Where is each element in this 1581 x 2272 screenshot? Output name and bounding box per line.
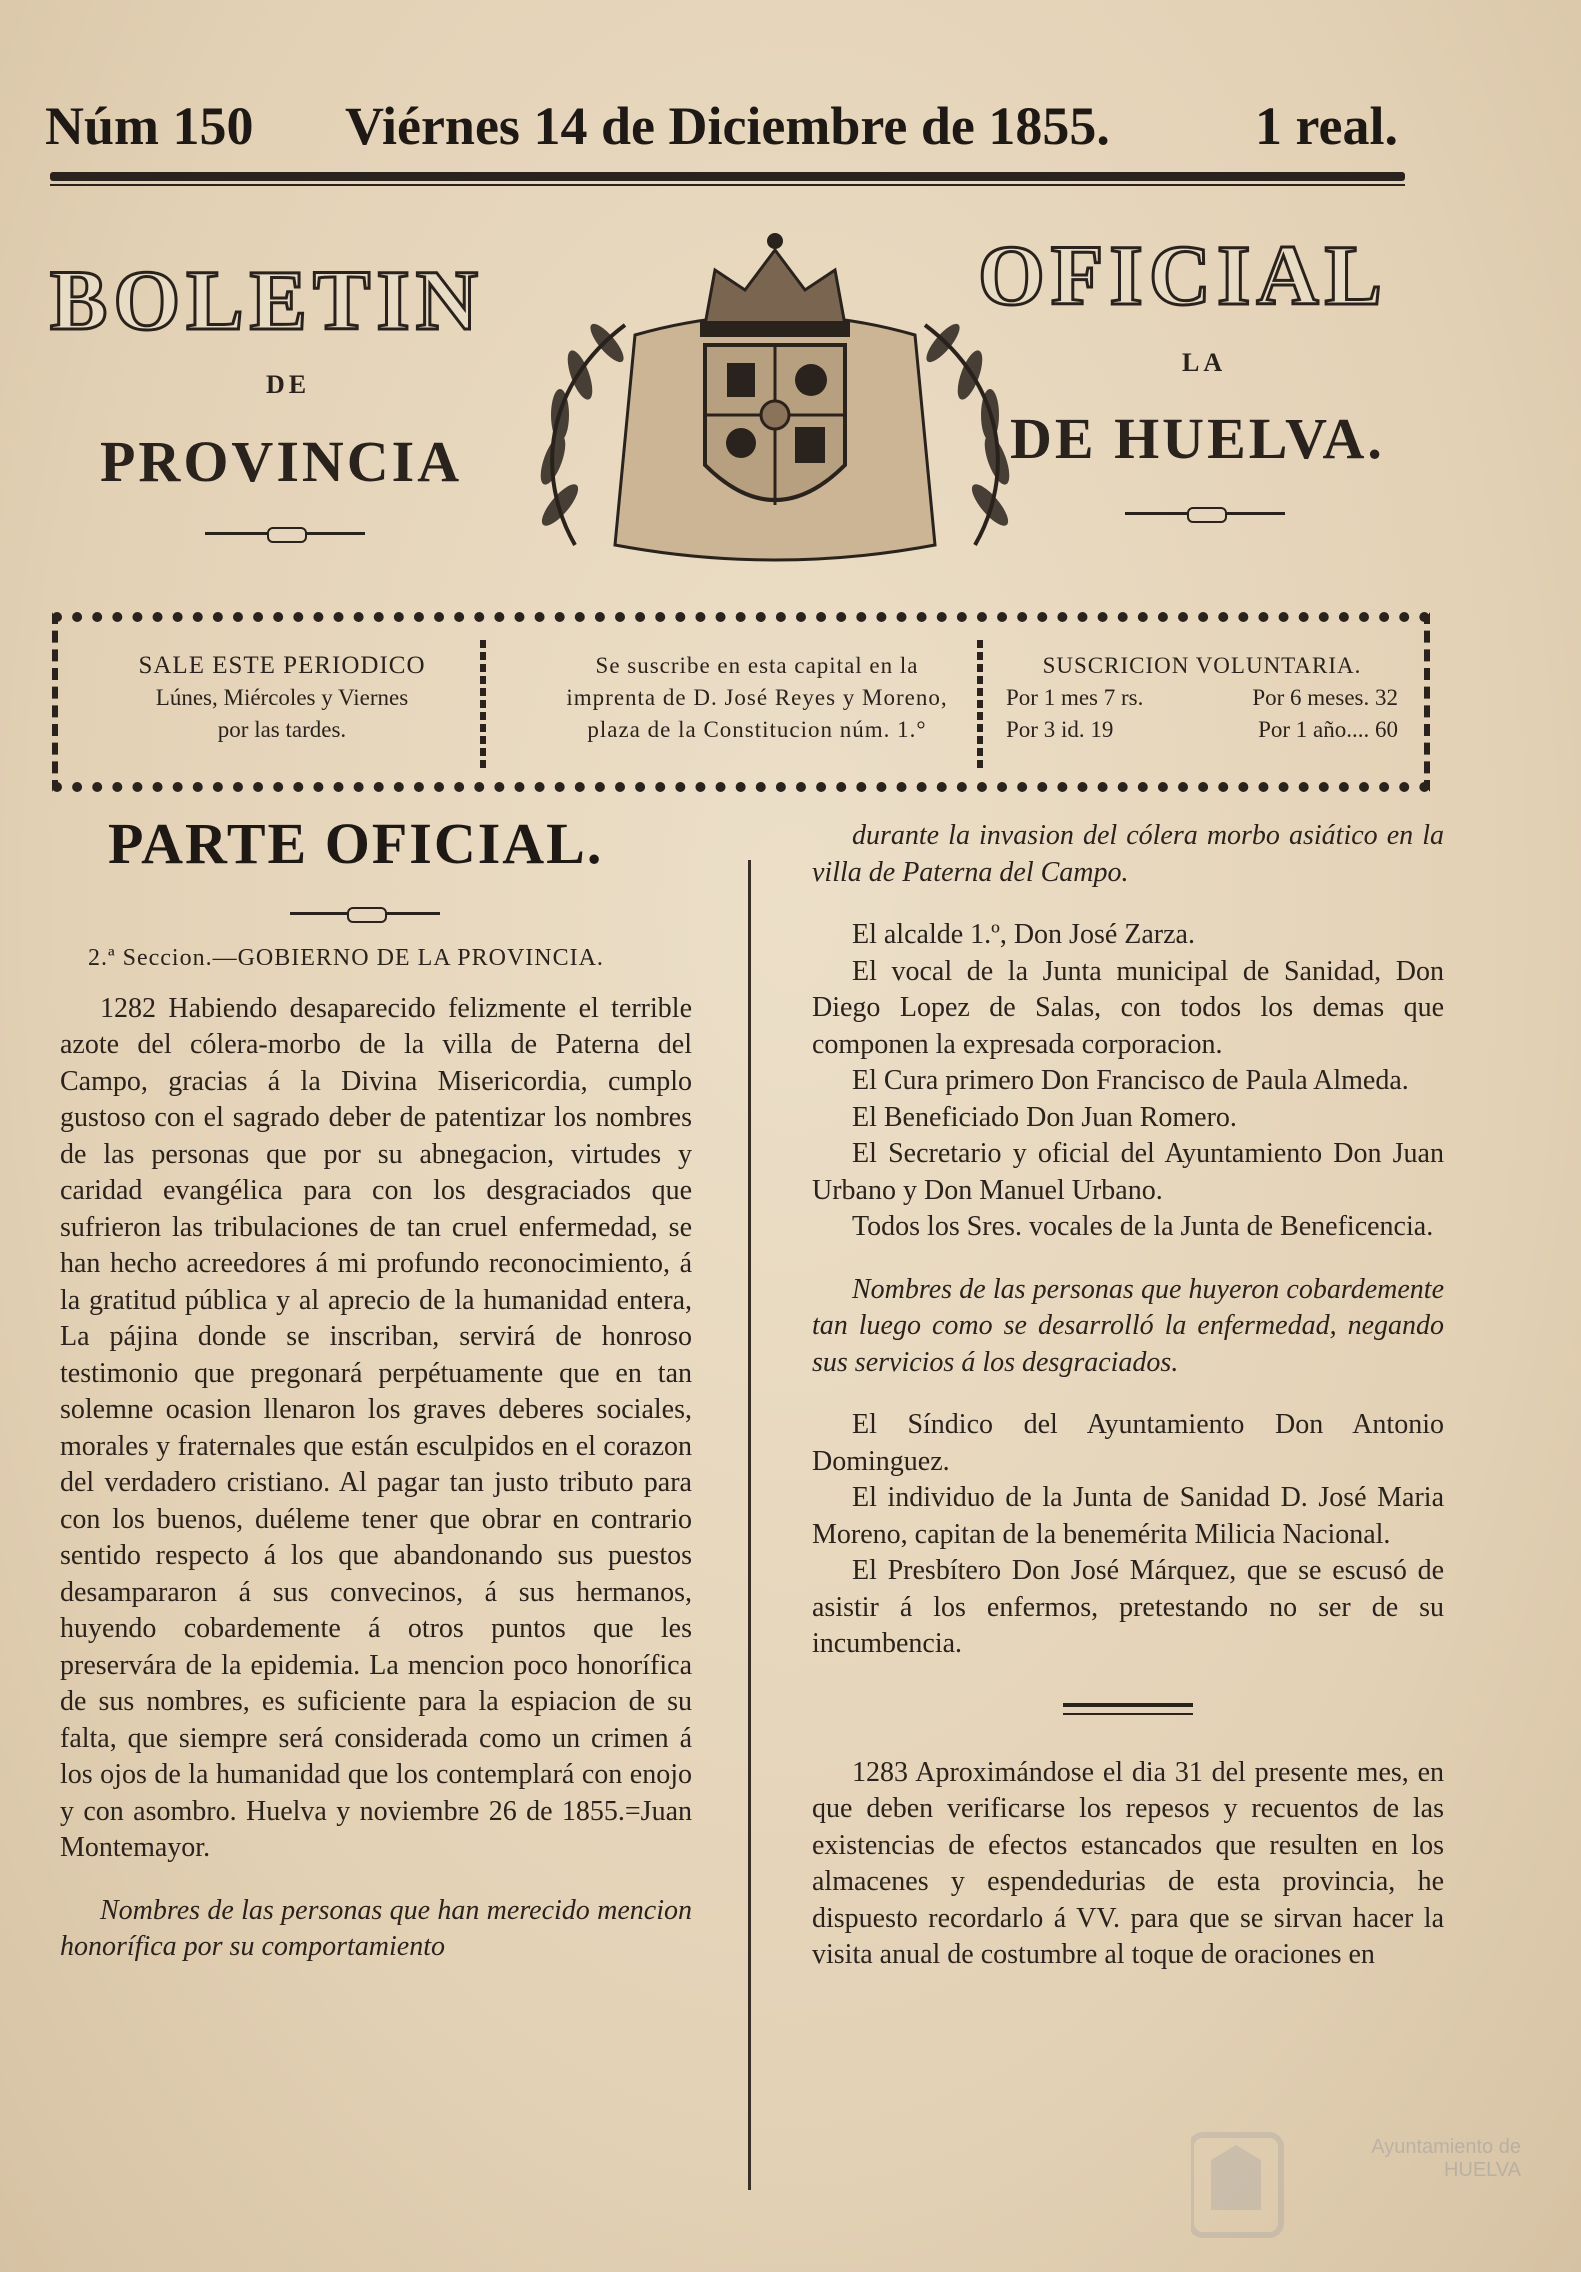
watermark-text (1291, 2136, 1521, 2182)
honorable-entry: El Cura primero Don Francisco de Paula Almeda. (852, 1065, 1409, 1096)
decree-1282: 1282 Habiendo desaparecido felizmente el terrible azote del cólera-morbo de la villa de Paterna del Campo, gracias á la Divina Misericordia, cumplo gustoso con el sagrado deber de patentizar los nombres de las personas que por su abnegacion, virtudes y caridad evangélica para con los desgraciados que sufrieron las tribulaciones de tan cruel enfermedad, se han hecho acreedores á mi profundo reconocimiento, á la gratitud pública y al aprecio de la humanidad entera, La pájina donde se inscriban, servirá de honroso testimonio que pregonará perpétuamente que en tan solemne ocasion llenaron los graves deberes sociales, morales y fraternales que están esculpidos en el corazon del verdadero cristiano. Al pagar tan justo tributo para con los buenos, duéleme tener que obrar en contrario sentido respecto á los que abandonando sus puestos desampararon á sus convecinos, á sus hermanos, huyendo cobardemente á otros puntos que les preservára de la epidemia. La mencion poco honorífica de sus nombres, es suficiente para la espiacion de su falta, que siempre será considerada como un crimen á los ojos de la humanidad que los contemplará con enojo y con asombro. Huelva y noviembre 26 de 1855.=Juan Montemayor. (60, 992, 692, 1863)
subscription-box (52, 612, 1430, 792)
masthead-provincia: PROVINCIA (100, 429, 463, 494)
header-rule (50, 172, 1405, 181)
box-divider (977, 640, 983, 768)
coward-entry: El Síndico del Ayuntamiento Don Antonio Dominguez. (812, 1409, 1444, 1477)
coward-entry: El Presbítero Don José Márquez, que se escusó de asistir á los enfermos, pretestando no ser de su incumbencia. (812, 1555, 1444, 1659)
issue-price: 1 real. (1255, 96, 1398, 156)
ornament-heading (290, 912, 440, 915)
price-entry: Por 3 id. 19 (1006, 717, 1114, 742)
prices-title: SUSCRICION VOLUNTARIA. (1042, 653, 1362, 678)
coward-entry: El individuo de la Junta de Sanidad D. José Maria Moreno, capitan de la benemérita Milicia Nacional. (812, 1482, 1444, 1550)
price-entry: Por 6 meses. 32 (1252, 685, 1398, 710)
decree-1283: 1283 Aproximándose el dia 31 del presente mes, en que deben verificarse los repesos y recuentos de las existencias de efectos estancados que resulten en los almacenes y espendedurias de esta provincia, he dispuesto recordarlo á VV. para que se sirvan hacer la visita anual de costumbre al toque de oraciones en (812, 1756, 1444, 1970)
schedule-line: Lúnes, Miércoles y Viernes (155, 685, 409, 710)
issue-date: Viérnes 14 de Diciembre de 1855. (345, 96, 1110, 156)
issue-number: Núm 150 (45, 96, 254, 156)
header-rule-thin (50, 184, 1405, 186)
price-entry: Por 1 mes 7 rs. (1006, 685, 1144, 710)
honorable-entry: Todos los Sres. vocales de la Junta de Beneficencia. (852, 1211, 1434, 1242)
separator-rule (1063, 1703, 1193, 1707)
subscription-prices (992, 650, 1412, 746)
schedule-line: SALE ESTE PERIODICO (138, 652, 426, 679)
ornament-right (1125, 512, 1285, 515)
issue-header (45, 95, 1415, 155)
honorable-list-heading: Nombres de las personas que han merecido mencion honorífica por su comportamiento (60, 1894, 692, 1962)
publication-schedule (82, 650, 482, 746)
section-heading: PARTE OFICIAL. (108, 811, 604, 876)
masthead-boletin: BOLETIN (50, 252, 484, 348)
masthead-de-huelva: DE HUELVA. (1010, 406, 1385, 471)
ornament-left (205, 532, 365, 535)
column-divider (748, 860, 751, 2190)
place-line: Se suscribe en esta capital en la (595, 653, 919, 678)
coat-of-arms-icon (515, 215, 1035, 575)
honorable-entry: El Beneficiado Don Juan Romero. (852, 1101, 1237, 1133)
cowards-list-heading: Nombres de las personas que huyeron cobardemente tan luego como se desarrolló la enfermedad, negando sus servicios á los desgraciados. (812, 1273, 1444, 1378)
price-entry: Por 1 año.... 60 (1258, 717, 1398, 742)
honorable-entry: El Secretario y oficial del Ayuntamiento Don Juan Urbano y Don Manuel Urbano. (812, 1138, 1444, 1206)
place-line: imprenta de D. José Reyes y Moreno, (566, 685, 948, 710)
masthead-de: DE (266, 370, 311, 399)
honorable-entry: El vocal de la Junta municipal de Sanidad, Don Diego Lopez de Salas, con todos los demas que componen la expresada corporacion. (812, 955, 1444, 1060)
subscription-place (497, 650, 1017, 746)
masthead-la: LA (1182, 348, 1227, 377)
box-divider (480, 640, 486, 768)
watermark-label: Ayuntamiento de HUELVA (1371, 2136, 1521, 2181)
section-title: 2.ª Seccion.—GOBIERNO DE LA PROVINCIA. (88, 945, 604, 971)
place-line: plaza de la Constitucion núm. 1.° (587, 717, 927, 742)
masthead-oficial: OFICIAL (978, 227, 1388, 323)
right-column (812, 818, 1444, 1974)
schedule-line: por las tardes. (217, 717, 347, 742)
left-column (60, 940, 692, 1966)
honorable-list-heading-cont: durante la invasion del cólera morbo asiático en la villa de Paterna del Campo. (812, 820, 1444, 888)
honorable-entry: El alcalde 1.º, Don José Zarza. (852, 919, 1195, 950)
